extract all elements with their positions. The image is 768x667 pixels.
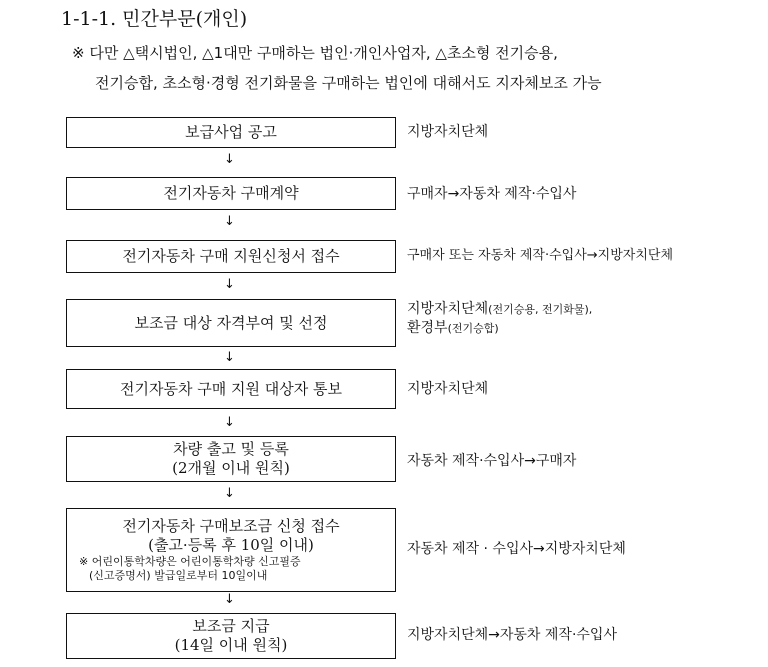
- flow-arrow: ↓: [224, 350, 235, 365]
- step-responsible: 지방자치단체: [407, 124, 489, 140]
- step-sublabel: (14일 이내 원칙): [174, 636, 288, 654]
- step-label: 보조금 지급: [192, 617, 270, 635]
- responsible-secondary-note: (전기승합): [447, 322, 499, 335]
- section-heading: 1-1-1. 민간부문(개인): [61, 8, 248, 30]
- step-responsible: 구매자→자동차 제작·수입사: [407, 186, 577, 202]
- step-sublabel: (2개월 이내 원칙): [172, 459, 290, 477]
- step-footnote-1: ※ 어린이통학차량은 어린이통학차량 신고필증: [79, 555, 301, 568]
- step-box-announcement: [66, 117, 396, 148]
- step-box-notification: [66, 369, 396, 409]
- step-label: 전기자동차 구매계약: [163, 184, 299, 202]
- step-label: 보조금 대상 자격부여 및 선정: [134, 313, 328, 332]
- step-label: 전기자동차 구매보조금 신청 접수: [122, 517, 340, 535]
- step-box-purchase-contract: [66, 177, 396, 210]
- flow-arrow: ↓: [224, 277, 235, 292]
- step-box-eligibility-selection: [66, 299, 396, 347]
- responsible-primary-note: (전기승용, 전기화물),: [488, 303, 593, 316]
- note-line-1: ※ 다만 △택시법인, △1대만 구매하는 법인·개인사업자, △초소형 전기승용,: [72, 44, 558, 62]
- step-label: 보급사업 공고: [185, 123, 277, 141]
- responsible-primary: 지방자치단체: [407, 301, 489, 317]
- step-responsible: 지방자치단체: [407, 381, 489, 397]
- step-label: 전기자동차 구매 지원 대상자 통보: [120, 379, 342, 398]
- flow-arrow: ↓: [224, 486, 235, 501]
- flow-arrow: ↓: [224, 214, 235, 229]
- note-line-2: 전기승합, 초소형·경형 전기화물을 구매하는 법인에 대해서도 지자체보조 가능: [95, 74, 602, 92]
- step-sublabel: (출고·등록 후 10일 이내): [148, 536, 314, 554]
- step-responsible: 자동차 제작 · 수입사→지방자치단체: [407, 541, 626, 557]
- flow-arrow: ↓: [224, 152, 235, 167]
- step-label: 전기자동차 구매 지원신청서 접수: [122, 247, 340, 265]
- flow-arrow: ↓: [224, 592, 235, 607]
- step-responsible: 구매자 또는 자동차 제작·수입사→지방자치단체: [407, 248, 674, 263]
- responsible-secondary: 환경부: [407, 320, 448, 336]
- step-responsible-multi: [407, 300, 592, 338]
- note-paragraph: [72, 38, 602, 98]
- step-box-application-receipt: [66, 240, 396, 273]
- step-box-subsidy-payment: [66, 613, 396, 659]
- flow-arrow: ↓: [224, 415, 235, 430]
- step-responsible: 지방자치단체→자동차 제작·수입사: [407, 627, 617, 643]
- step-footnote-2: (신고증명서) 발급일로부터 10일이내: [89, 569, 268, 582]
- step-label: 차량 출고 및 등록: [173, 440, 289, 458]
- step-box-release-registration: [66, 436, 396, 482]
- step-responsible: 자동차 제작·수입사→구매자: [407, 453, 577, 469]
- step-box-subsidy-application: [66, 508, 396, 592]
